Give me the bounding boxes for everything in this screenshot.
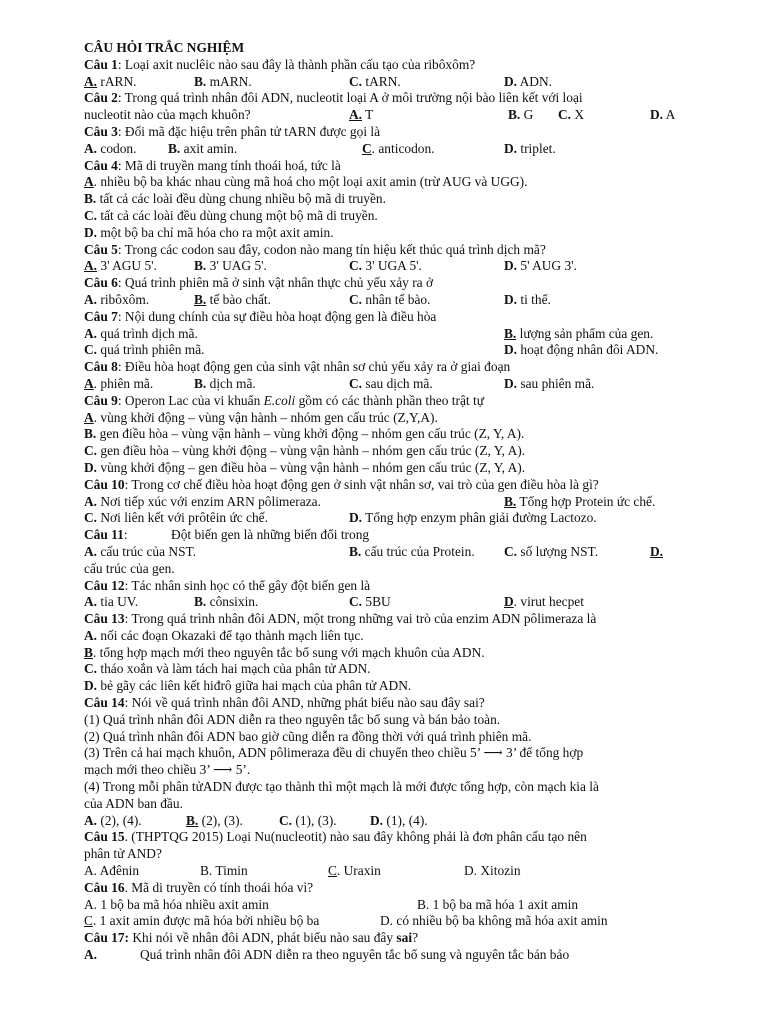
quiz-document xyxy=(84,40,690,964)
q14-statement-2: (2) Quá trình nhân đôi ADN bao giờ cũng diễn ra đồng thời với quá trình phiên mã. xyxy=(84,728,532,744)
q2-option-d: D. A xyxy=(650,107,676,123)
q11-option-d-letter: D. xyxy=(650,543,664,559)
q5-options xyxy=(84,258,690,275)
question-2: Câu 2: Trong quá trình nhân đôi ADN, nucleotit loại A ở môi trường nội bào liên kết với loại xyxy=(84,90,583,106)
q8-option-d: D. sau phiên mã. xyxy=(504,375,595,391)
q11-options xyxy=(84,544,690,561)
q10-option-b: B. Tổng hợp Protein ức chế. xyxy=(504,493,656,509)
q14-statement-4: (4) Trong mỗi phân tửADN được tạo thành thì một mạch là mới được tổng hợp, còn mạch kia là xyxy=(84,779,599,795)
q6-option-d: D. ti thể. xyxy=(504,291,551,307)
q16-option-c: C. 1 axit amin được mã hóa bởi nhiều bộ ba xyxy=(84,913,320,929)
q9-option-d: D. vùng khởi động – gen điều hòa – vùng vận hành – nhóm gen cấu trúc (Z, Y, A). xyxy=(84,459,526,475)
q2-stem-cont: nucleotit nào của mạch khuôn? xyxy=(84,107,251,123)
q13-option-d: D. bẻ gãy các liên kết hiđrô giữa hai mạch của phân tử ADN. xyxy=(84,678,412,694)
q7-option-a: A. quá trình dịch mã. xyxy=(84,325,198,341)
q14-option-a: A. (2), (4). xyxy=(84,812,142,828)
q14-statement-3: (3) Trên cả hai mạch khuôn, ADN pôlimeraza đều di chuyển theo chiều 5’ ⟶ 3’ để tổng hợp xyxy=(84,745,584,761)
q15-option-a: A. Ađênin xyxy=(84,863,140,879)
q11-option-b: B. cấu trúc của Protein. xyxy=(349,543,475,559)
q4-option-d: D. một bộ ba chỉ mã hóa cho ra một axit amin. xyxy=(84,224,334,240)
q3-option-b: B. axit amin. xyxy=(168,140,238,156)
question-11: Câu 11: Đột biến gen là những biến đổi trong xyxy=(84,527,370,543)
q14-option-c: C. (1), (3). xyxy=(279,812,337,828)
question-13: Câu 13: Trong quá trình nhân đôi ADN, một trong những vai trò của enzim ADN pôlimeraza là xyxy=(84,611,597,627)
question-7: Câu 7: Nội dung chính của sự điều hòa hoạt động gen là điều hòa xyxy=(84,308,437,324)
q10-option-d: D. Tổng hợp enzym phân giải đường Lactozo. xyxy=(349,510,597,526)
q3-options xyxy=(84,141,690,158)
question-5: Câu 5: Trong các codon sau đây, codon nào mang tín hiệu kết thúc quá trình dịch mã? xyxy=(84,241,546,257)
question-15: Câu 15. (THPTQG 2015) Loại Nu(nucleotit) nào sau đây không phải là đơn phân cấu tạo nên xyxy=(84,829,587,845)
q1-stem: : Loại axit nuclêic nào sau đây là thành phần cấu tạo của ribôxôm? xyxy=(117,56,476,72)
q4-option-c: C. tất cả các loài đều dùng chung một bộ mã di truyền. xyxy=(84,207,378,223)
q7-option-b: B. lượng sản phẩm của gen. xyxy=(504,325,654,341)
q6-option-b: B. tế bào chất. xyxy=(194,291,271,307)
question-1 xyxy=(84,57,690,74)
q14-options xyxy=(84,813,690,830)
q6-option-a: A. ribôxôm. xyxy=(84,291,150,307)
q12-options xyxy=(84,594,690,611)
question-12: Câu 12: Tác nhân sinh học có thể gây đột biến gen là xyxy=(84,577,371,593)
q2-stem-options xyxy=(84,107,690,124)
q16-option-a: A. 1 bộ ba mã hóa nhiều axit amin xyxy=(84,896,269,912)
q1-option-c: C. tARN. xyxy=(349,73,401,89)
question-10: Câu 10: Trong cơ chế điều hòa hoạt động gen ở sinh vật nhân sơ, vai trò của gen điều hòa là gì? xyxy=(84,476,599,492)
q16-option-d: D. có nhiều bộ ba không mã hóa axit amin xyxy=(380,913,608,929)
q5-option-b: B. 3' UAG 5'. xyxy=(194,258,267,274)
q9-option-b: B. gen điều hòa – vùng vận hành – vùng khởi động – nhóm gen cấu trúc (Z, Y, A). xyxy=(84,426,525,442)
q4-option-b: B. tất cả các loài đều dùng chung nhiều bộ mã di truyền. xyxy=(84,191,386,207)
q16-options-cd xyxy=(84,913,690,930)
q8-option-a: A. phiên mã. xyxy=(84,375,154,391)
question-17: Câu 17: Khi nói về nhân đôi ADN, phát biểu nào sau đây sai? xyxy=(84,930,419,946)
q6-option-c: C. nhân tế bào. xyxy=(349,291,431,307)
q11-option-d-text: cấu trúc của gen. xyxy=(84,560,175,576)
question-9: Câu 9: Operon Lac của vi khuẩn E.coli gồm có các thành phần theo trật tự xyxy=(84,392,484,408)
q2-option-b: B. G xyxy=(508,107,534,123)
q5-option-d: D. 5' AUG 3'. xyxy=(504,258,577,274)
q13-option-c: C. tháo xoắn và làm tách hai mạch của phân tử ADN. xyxy=(84,661,371,677)
q15-stem-cont: phân tử AND? xyxy=(84,846,162,862)
q1-option-d: D. ADN. xyxy=(504,73,552,89)
q3-option-a: A. codon. xyxy=(84,140,137,156)
q14-option-d: D. (1), (4). xyxy=(370,812,428,828)
question-6: Câu 6: Quá trình phiên mã ở sinh vật nhân thực chủ yếu xảy ra ở xyxy=(84,275,434,291)
q12-option-c: C. 5BU xyxy=(349,594,391,610)
q10-options-ab xyxy=(84,494,690,511)
q16-options-ab xyxy=(84,897,690,914)
page-title: CÂU HỎI TRẮC NGHIỆM xyxy=(84,40,245,55)
q10-options-cd xyxy=(84,510,690,527)
q1-options xyxy=(84,74,690,91)
q15-option-b: B. Timin xyxy=(200,863,248,879)
q1-label: Câu 1 xyxy=(84,56,118,72)
q14-statement-3-cont: mạch mới theo chiều 3’ ⟶ 5’. xyxy=(84,762,251,778)
q6-options xyxy=(84,292,690,309)
q3-option-d: D. triplet. xyxy=(504,140,556,156)
q14-option-b: B. (2), (3). xyxy=(186,812,243,828)
q5-option-a: A. 3' AGU 5'. xyxy=(84,258,157,274)
q1-option-b: B. mARN. xyxy=(194,73,252,89)
q11-option-c: C. số lượng NST. xyxy=(504,543,599,559)
q8-options xyxy=(84,376,690,393)
q7-options-ab xyxy=(84,326,690,343)
q5-option-c: C. 3' UGA 5'. xyxy=(349,258,422,274)
q12-option-a: A. tia UV. xyxy=(84,594,139,610)
q16-option-b: B. 1 bộ ba mã hóa 1 axit amin xyxy=(417,896,579,912)
q9-option-c: C. gen điều hòa – vùng khởi động – vùng vận hành – nhóm gen cấu trúc (Z, Y, A). xyxy=(84,443,526,459)
q13-option-b: B. tổng hợp mạch mới theo nguyên tắc bổ sung với mạch khuôn của ADN. xyxy=(84,644,485,660)
q9-option-a: A. vùng khởi động – vùng vận hành – nhóm gen cấu trúc (Z,Y,A). xyxy=(84,409,438,425)
q1-option-a: A. rARN. xyxy=(84,73,137,89)
q10-option-a: A. Nơi tiếp xúc với enzim ARN pôlimeraza. xyxy=(84,493,321,509)
q3-option-c: C. anticodon. xyxy=(362,140,435,156)
q8-option-c: C. sau dịch mã. xyxy=(349,375,433,391)
q17-option-a: A. Quá trình nhân đôi ADN diễn ra theo nguyên tắc bổ sung và nguyên tắc bán bảo xyxy=(84,947,570,963)
q7-option-c: C. quá trình phiên mã. xyxy=(84,342,205,358)
question-4: Câu 4: Mã di truyền mang tính thoái hoá, tức là xyxy=(84,157,341,173)
q15-option-d: D. Xitozin xyxy=(464,863,521,879)
q12-option-d: D. virut hecpet xyxy=(504,594,584,610)
question-16: Câu 16. Mã di truyền có tính thoái hóa vì? xyxy=(84,879,314,895)
q8-option-b: B. dịch mã. xyxy=(194,375,256,391)
q2-option-c: C. X xyxy=(558,107,585,123)
q10-option-c: C. Nơi liên kết với prôtêin ức chế. xyxy=(84,510,268,526)
q7-options-cd xyxy=(84,342,690,359)
q11-option-a: A. cấu trúc của NST. xyxy=(84,543,197,559)
q15-option-c: C. Uraxin xyxy=(328,863,381,879)
q15-options xyxy=(84,863,690,880)
question-8: Câu 8: Điều hòa hoạt động gen của sinh vật nhân sơ chủ yếu xảy ra ở giai đoạn xyxy=(84,359,511,375)
question-3: Câu 3: Đối mã đặc hiệu trên phân tử tARN được gọi là xyxy=(84,123,381,139)
q12-option-b: B. cônsixin. xyxy=(194,594,259,610)
q2-option-a: A. T xyxy=(349,107,374,123)
page-title-line xyxy=(84,40,690,57)
q4-option-a: A. nhiều bộ ba khác nhau cùng mã hoá cho một loại axit amin (trừ AUG và UGG). xyxy=(84,174,528,190)
question-14: Câu 14: Nói về quá trình nhân đôi AND, những phát biểu nào sau đây sai? xyxy=(84,695,485,711)
q7-option-d: D. hoạt động nhân đôi ADN. xyxy=(504,342,659,358)
q13-option-a: A. nối các đoạn Okazaki để tạo thành mạch liên tục. xyxy=(84,627,364,643)
q14-statement-4-cont: của ADN ban đầu. xyxy=(84,795,183,811)
q14-statement-1: (1) Quá trình nhân đôi ADN diễn ra theo nguyên tắc bổ sung và bán bảo toàn. xyxy=(84,711,501,727)
